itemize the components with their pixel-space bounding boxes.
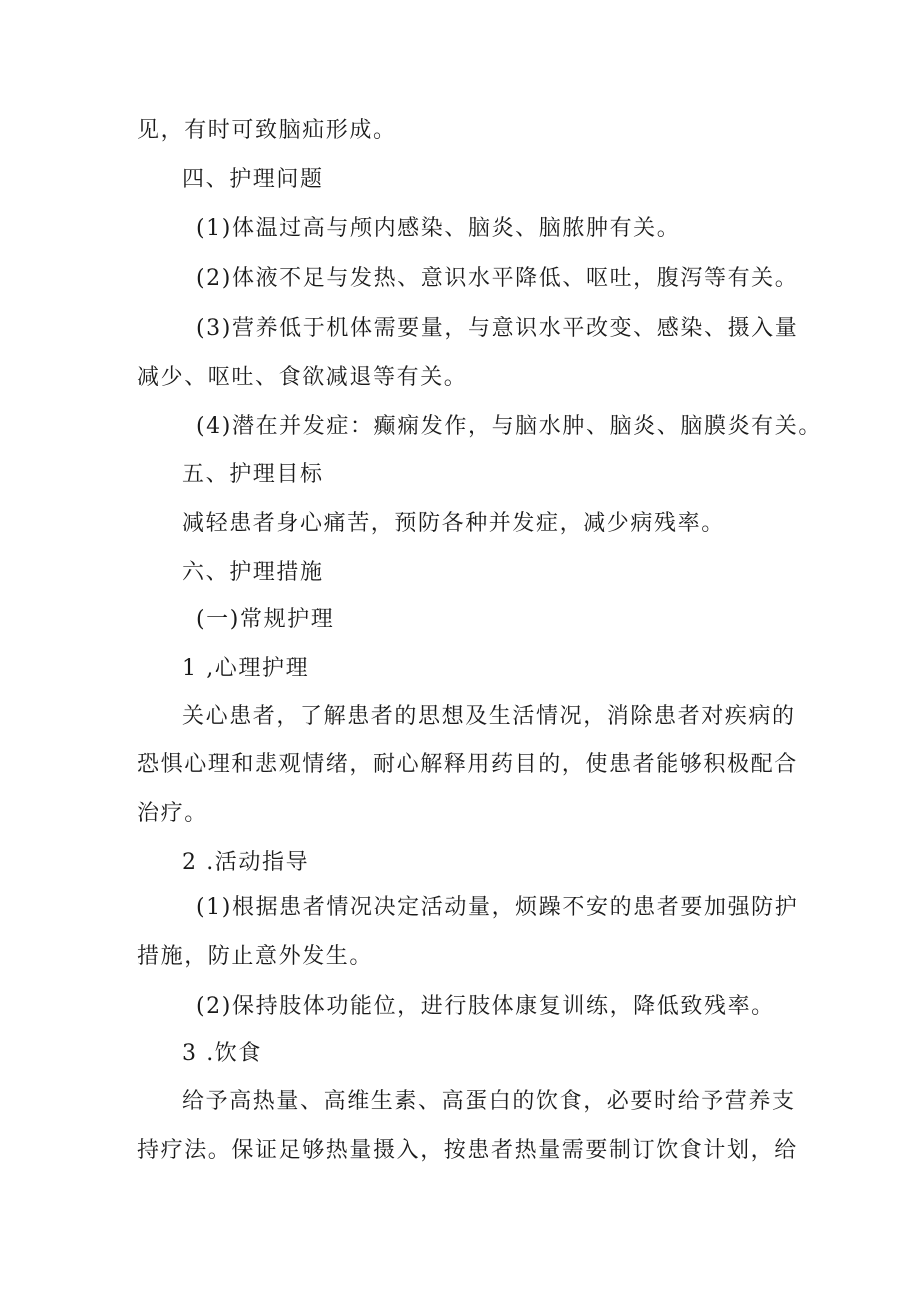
text-line: 见，有时可致脑疝形成。 xyxy=(137,118,397,143)
subsection-heading: 3 .饮食 xyxy=(182,1041,262,1066)
section-heading: 四、护理问题 xyxy=(182,167,324,192)
text-line: 给予高热量、高维生素、高蛋白的饮食，必要时给予营养支 xyxy=(182,1089,796,1114)
subsection-heading: 1 ,心理护理 xyxy=(182,656,310,681)
text-line: 减轻患者身心痛苦，预防各种并发症，减少病残率。 xyxy=(182,511,725,536)
text-line: 持疗法。保证足够热量摄入，按患者热量需要制订饮食计划，给 xyxy=(137,1138,798,1163)
section-heading: 五、护理目标 xyxy=(182,462,324,487)
text-line: 措施，防止意外发生。 xyxy=(137,944,374,969)
list-item: (2)体液不足与发热、意识水平降低、呕吐，腹泻等有关。 xyxy=(196,266,799,291)
subsection-heading: 2 .活动指导 xyxy=(182,850,310,875)
text-line: 治疗。 xyxy=(137,801,208,826)
list-item: (1)根据患者情况决定活动量，烦躁不安的患者要加强防护 xyxy=(196,895,799,920)
section-heading: 六、护理措施 xyxy=(182,560,324,585)
text-line: 关心患者，了解患者的思想及生活情况，消除患者对疾病的 xyxy=(182,704,796,729)
list-item: (1)体温过高与颅内感染、脑炎、脑脓肿有关。 xyxy=(196,216,681,241)
text-line: 减少、呕吐、食欲减退等有关。 xyxy=(137,365,468,390)
subsection-heading: (一)常规护理 xyxy=(196,607,335,632)
text-line: 恐惧心理和悲观情绪，耐心解释用药目的，使患者能够积极配合 xyxy=(137,752,798,777)
list-item: (3)营养低于机体需要量，与意识水平改变、感染、摄入量 xyxy=(196,316,799,341)
list-item: (2)保持肢体功能位，进行肢体康复训练，降低致残率。 xyxy=(196,994,775,1019)
list-item: (4)潜在并发症：癫痫发作，与脑水肿、脑炎、脑膜炎有关。 xyxy=(196,414,822,439)
